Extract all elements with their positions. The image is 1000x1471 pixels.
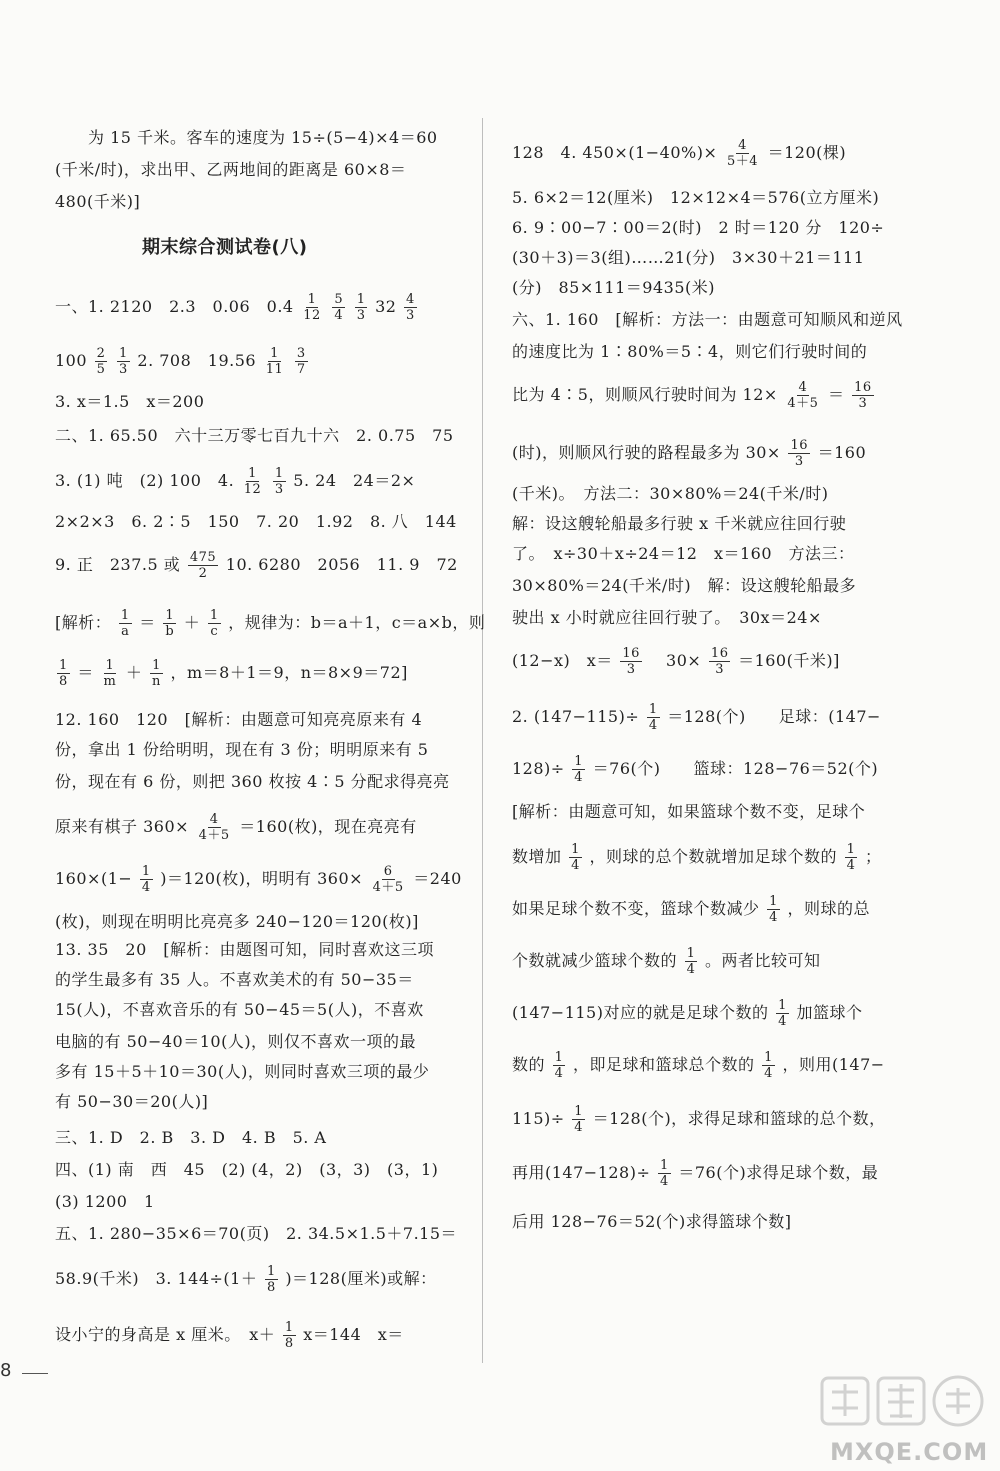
text-line: 480(千米)] bbox=[55, 192, 141, 211]
answer-line: 二、1. 65.50 六十三万零七百九十六 2. 0.75 75 bbox=[55, 426, 454, 445]
answer-text: ＝76(个) 篮球：128−76＝52(个) bbox=[592, 759, 879, 778]
analysis-text: [解析： bbox=[55, 613, 112, 632]
text-line: 电脑的有 50−40＝10(人)，则仅不喜欢一项的最 bbox=[55, 1032, 417, 1051]
analysis-text: )＝120(枚)，明明有 360× bbox=[160, 869, 364, 888]
answer-text: 一、1. 2120 2.3 0.06 0.4 bbox=[55, 297, 294, 316]
column-divider bbox=[482, 118, 483, 1363]
fraction: $\frac{1}{8}$ bbox=[266, 1264, 276, 1295]
section-title: 期末综合测试卷(八) bbox=[142, 237, 308, 258]
fraction: $\frac{1}{a}$ bbox=[120, 608, 130, 639]
analysis-text: ，则球的总个数就增加足球个数的 bbox=[589, 847, 837, 866]
text-line: 为 15 千米。客车的速度为 15÷(5−4)×4＝60 bbox=[88, 128, 438, 147]
analysis-text: ＝ bbox=[139, 613, 156, 632]
analysis-line bbox=[55, 608, 485, 639]
fraction: $\frac{1}{4}$ bbox=[141, 864, 151, 895]
analysis-text: ＝76(个)求得足球个数，最 bbox=[678, 1163, 879, 1182]
analysis-text: 30× bbox=[649, 651, 702, 670]
analysis-text: ＝240 bbox=[413, 869, 462, 888]
fraction: $\frac{4}{4+5}$ bbox=[198, 812, 230, 843]
answer-text: 128 4. 450×(1−40%)× bbox=[512, 143, 718, 162]
analysis-line bbox=[512, 946, 821, 977]
answer-line bbox=[55, 550, 458, 581]
fraction: $\frac{1}{8}$ bbox=[284, 1320, 294, 1351]
text-line: 有 50−30＝20(人)] bbox=[55, 1092, 209, 1111]
analysis-text: 115)÷ bbox=[512, 1109, 565, 1128]
text-line: 份，现在有 6 份，则把 360 枚按 4∶5 分配求得亮亮 bbox=[55, 772, 450, 791]
answer-line bbox=[512, 754, 878, 785]
answer-line bbox=[512, 702, 881, 733]
text-line: (枚)，则现在明明比亮亮多 240−120＝120(枚)] bbox=[55, 912, 419, 931]
analysis-text: 数增加 bbox=[512, 847, 562, 866]
answer-line: 五、1. 280−35×6＝70(页) 2. 34.5×1.5＋7.15＝ bbox=[55, 1224, 458, 1243]
analysis-line bbox=[512, 646, 840, 677]
answer-text: x＝144 x＝ bbox=[303, 1325, 404, 1344]
answer-line: (分) 85×111＝9435(米) bbox=[512, 278, 715, 297]
analysis-text: ＝ bbox=[828, 385, 845, 404]
analysis-text: (时)，则顺风行驶的路程最多为 30× bbox=[512, 443, 781, 462]
analysis-text: ＝160 bbox=[817, 443, 867, 462]
analysis-text: 如果足球个数不变，篮球个数减少 bbox=[512, 899, 760, 918]
analysis-line: 解：设这艘轮船最多行驶 x 千米就应往回行驶 bbox=[512, 514, 847, 533]
answer-text: ＝120(棵) bbox=[767, 143, 847, 162]
answer-line: 四、(1) 南 西 45 (2) (4，2) (3，3) (3，1) bbox=[55, 1160, 439, 1179]
analysis-text: ，m＝8＋1＝9，n＝8×9＝72] bbox=[170, 663, 408, 682]
fraction: $\frac{1}{4}$ bbox=[764, 1050, 773, 1081]
answer-text: 10. 6280 2056 11. 9 72 bbox=[225, 555, 458, 574]
analysis-line bbox=[512, 842, 881, 873]
fraction: $\frac{1}{m}$ bbox=[103, 658, 117, 689]
answer-text: 100 bbox=[55, 351, 88, 370]
fraction: $\frac{6}{4+5}$ bbox=[372, 864, 404, 895]
analysis-text: ，规律为：b＝a＋1，c＝a×b，则 bbox=[228, 613, 486, 632]
answer-line: (3) 1200 1 bbox=[55, 1192, 155, 1211]
fraction: $\frac{1}{4}$ bbox=[846, 842, 856, 873]
text-line: 的学生最多有 35 人。不喜欢美术的有 50−35＝ bbox=[55, 970, 414, 989]
analysis-text: ； bbox=[864, 847, 882, 866]
analysis-line: [解析：由题意可知，如果篮球个数不变，足球个 bbox=[512, 802, 866, 821]
fraction: $\frac{1}{4}$ bbox=[574, 754, 584, 785]
analysis-text: ＋ bbox=[183, 613, 201, 632]
analysis-line bbox=[512, 1050, 885, 1081]
analysis-text: (147−115)对应的就是足球个数的 bbox=[512, 1003, 769, 1022]
analysis-line bbox=[512, 438, 866, 469]
answer-text: 2. 708 19.56 bbox=[137, 351, 257, 370]
fraction: $\frac{1}{4}$ bbox=[778, 998, 787, 1029]
analysis-text: ＝128(个)，求得足球和篮球的总个数， bbox=[592, 1109, 886, 1128]
fraction: $\frac{1}{4}$ bbox=[659, 1158, 669, 1189]
analysis-text: 再用(147−128)÷ bbox=[512, 1163, 651, 1182]
fraction: $\frac{16}{3}$ bbox=[622, 646, 640, 677]
analysis-line bbox=[512, 1104, 886, 1135]
text-line: 多有 15＋5＋10＝30(人)，则同时喜欢三项的最少 bbox=[55, 1062, 430, 1081]
analysis-line bbox=[512, 1158, 878, 1189]
answer-line bbox=[512, 138, 846, 169]
analysis-line: 了。 x÷30＋x÷24＝12 x＝160 方法三： bbox=[512, 544, 855, 563]
answer-text: 9. 正 237.5 或 bbox=[55, 555, 181, 574]
answer-line bbox=[55, 346, 310, 377]
analysis-line bbox=[512, 998, 862, 1029]
analysis-line bbox=[512, 380, 876, 411]
fraction: $\frac{16}{3}$ bbox=[790, 438, 808, 469]
answer-line: 三、1. D 2. B 3. D 4. B 5. A bbox=[55, 1128, 327, 1147]
answer-text: 128)÷ bbox=[512, 759, 565, 778]
text-line bbox=[55, 812, 417, 843]
fraction: $\frac{1}{4}$ bbox=[571, 842, 580, 873]
fraction: $\frac{1}{4}$ bbox=[574, 1104, 584, 1135]
analysis-text: ，则用(147− bbox=[782, 1055, 885, 1074]
answer-line: 5. 6×2＝12(厘米) 12×12×4＝576(立方厘米) bbox=[512, 188, 880, 207]
analysis-line bbox=[55, 658, 408, 689]
analysis-line: (千米)。 方法二：30×80%＝24(千米/时) bbox=[512, 484, 829, 503]
answer-text: 5. 24 24＝2× bbox=[293, 471, 416, 490]
fraction: $\frac{1}{3}$ bbox=[356, 292, 366, 323]
fraction: $\frac{1}{3}$ bbox=[274, 466, 284, 497]
fraction: $\frac{1}{11}$ bbox=[265, 346, 284, 377]
analysis-text: (12−x) x＝ bbox=[512, 651, 613, 670]
fraction: $\frac{3}{7}$ bbox=[296, 346, 306, 377]
answer-line bbox=[55, 1320, 404, 1351]
fraction: $\frac{16}{3}$ bbox=[710, 646, 729, 677]
analysis-line: 30×80%＝24(千米/时) 解：设这艘轮船最多 bbox=[512, 576, 857, 595]
fraction: $\frac{1}{c}$ bbox=[209, 608, 219, 639]
text-line bbox=[55, 864, 462, 895]
answer-text: 2. (147−115)÷ bbox=[512, 707, 640, 726]
page-number-rule bbox=[22, 1373, 48, 1374]
page-number: 8 bbox=[0, 1360, 12, 1381]
fraction: $\frac{1}{4}$ bbox=[648, 702, 658, 733]
text-line: 13. 35 20 [解析：由题图可知，同时喜欢这三项 bbox=[55, 940, 434, 959]
analysis-text: 。两者比较可知 bbox=[704, 951, 821, 970]
analysis-line: 六、1. 160 [解析：方法一：由题意可知顺风和逆风 bbox=[512, 310, 903, 329]
answer-line bbox=[55, 292, 419, 323]
answer-line: (30＋3)＝3(组)……21(分) 3×30＋21＝111 bbox=[512, 248, 865, 267]
answer-text: ＝128(个) 足球：(147− bbox=[667, 707, 881, 726]
analysis-text: ＝160(千米)] bbox=[738, 651, 840, 670]
fraction: $\frac{1}{12}$ bbox=[303, 292, 321, 323]
analysis-text: ，则球的总 bbox=[787, 899, 870, 918]
fraction: $\frac{475}{2}$ bbox=[189, 550, 217, 581]
analysis-text: ，即足球和篮球总个数的 bbox=[572, 1055, 755, 1074]
analysis-text: 个数就减少篮球个数的 bbox=[512, 951, 678, 970]
analysis-text: ＝160(枚)，现在亮亮有 bbox=[239, 817, 417, 836]
answer-text: 32 bbox=[375, 297, 397, 316]
answer-text: 设小宁的身高是 x 厘米。 x＋ bbox=[55, 1325, 276, 1344]
fraction: $\frac{16}{3}$ bbox=[854, 380, 872, 411]
fraction: $\frac{4}{4+5}$ bbox=[787, 380, 819, 411]
fraction: $\frac{5}{4}$ bbox=[334, 292, 344, 323]
text-line: 份，拿出 1 份给明明，现在有 3 份；明明原来有 5 bbox=[55, 740, 429, 759]
analysis-line: 驶出 x 小时就应往回行驶了。 30x＝24× bbox=[512, 608, 822, 627]
fraction: $\frac{1}{4}$ bbox=[554, 1050, 564, 1081]
watermark-url: MXQE.COM bbox=[830, 1438, 989, 1466]
fraction: $\frac{2}{5}$ bbox=[96, 346, 106, 377]
fraction: $\frac{4}{3}$ bbox=[406, 292, 415, 323]
answer-line: 2×2×3 6. 2∶5 150 7. 20 1.92 8. 八 144 bbox=[55, 512, 457, 531]
text-line: 12. 160 120 [解析：由题意可知亮亮原来有 4 bbox=[55, 710, 423, 729]
answer-text: )＝128(厘米)或解： bbox=[285, 1269, 437, 1288]
answer-line bbox=[55, 1264, 437, 1295]
analysis-line: 后用 128−76＝52(个)求得篮球个数] bbox=[512, 1212, 792, 1231]
answer-line bbox=[55, 466, 415, 497]
fraction: $\frac{1}{4}$ bbox=[769, 894, 778, 925]
fraction: $\frac{1}{3}$ bbox=[119, 346, 128, 377]
analysis-text: 加篮球个 bbox=[796, 1003, 863, 1022]
fraction: $\frac{1}{b}$ bbox=[165, 608, 175, 639]
answer-line: 3. x＝1.5 x＝200 bbox=[55, 392, 205, 411]
fraction: $\frac{1}{n}$ bbox=[152, 658, 161, 689]
analysis-text: ＋ bbox=[125, 663, 143, 682]
analysis-line bbox=[512, 894, 870, 925]
fraction: $\frac{4}{5+4}$ bbox=[726, 138, 759, 169]
fraction: $\frac{1}{4}$ bbox=[686, 946, 696, 977]
fraction: $\frac{1}{8}$ bbox=[59, 658, 68, 689]
analysis-text: 160×(1− bbox=[55, 869, 133, 888]
text-line: (千米/时)，求出甲、乙两地间的距离是 60×8＝ bbox=[55, 160, 407, 179]
analysis-text: 比为 4∶5，则顺风行驶时间为 12× bbox=[512, 385, 778, 404]
text-line: 15(人)，不喜欢音乐的有 50−45＝5(人)，不喜欢 bbox=[55, 1000, 424, 1019]
analysis-text: ＝ bbox=[77, 663, 94, 682]
analysis-text: 数的 bbox=[512, 1055, 546, 1074]
fraction: $\frac{1}{12}$ bbox=[243, 466, 262, 497]
analysis-text: 原来有棋子 360× bbox=[55, 817, 190, 836]
answer-text: 3. (1) 吨 (2) 100 4. bbox=[55, 471, 235, 490]
answer-text: 58.9(千米) 3. 144÷(1＋ bbox=[55, 1269, 258, 1288]
analysis-line: 的速度比为 1∶80%＝5∶4，则它们行驶时间的 bbox=[512, 342, 868, 361]
answer-line: 6. 9∶00−7∶00＝2(时) 2 时＝120 分 120÷ bbox=[512, 218, 885, 237]
